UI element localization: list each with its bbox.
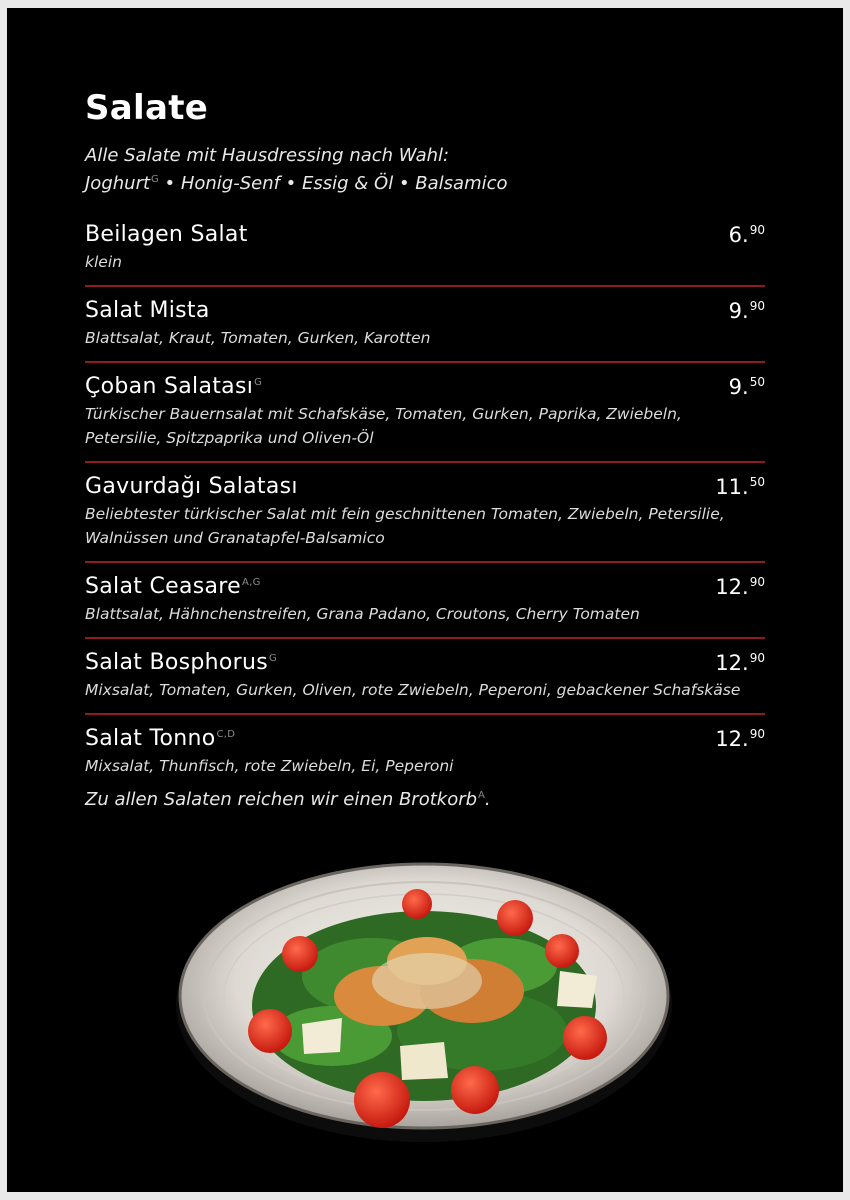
item-name: Salat Tonno$^{C,D}$ bbox=[85, 726, 236, 751]
item-description: Blattsalat, Hähnchenstreifen, Grana Padano, Croutons, Cherry Tomaten bbox=[85, 605, 640, 623]
separator bbox=[85, 361, 765, 363]
item-price: 12.90 bbox=[715, 575, 765, 599]
menu-item bbox=[85, 220, 765, 274]
intro-joghurt: Joghurt bbox=[85, 173, 151, 194]
allergen-mark: G bbox=[269, 652, 278, 664]
allergen-mark: A,G bbox=[241, 576, 261, 588]
bread-basket-note: Zu allen Salaten reichen wir einen Brotkorb$^A$. bbox=[85, 789, 491, 810]
allergen-mark: A bbox=[478, 790, 485, 801]
dressing-intro bbox=[85, 142, 705, 198]
separator bbox=[85, 285, 765, 287]
menu-item bbox=[85, 724, 765, 778]
item-price: 12.90 bbox=[715, 651, 765, 675]
separator bbox=[85, 637, 765, 639]
intro-line-2 bbox=[85, 170, 705, 198]
page-title: Salate bbox=[85, 88, 209, 128]
item-price: 9.90 bbox=[728, 299, 765, 323]
separator bbox=[85, 461, 765, 463]
item-description: Mixsalat, Thunfisch, rote Zwiebeln, Ei, Peperoni bbox=[85, 757, 454, 775]
allergen-mark: C,D bbox=[216, 728, 236, 740]
menu-item bbox=[85, 472, 765, 550]
item-price: 12.90 bbox=[715, 727, 765, 751]
item-name: Çoban Salatası$^G$ bbox=[85, 374, 263, 399]
item-description: Blattsalat, Kraut, Tomaten, Gurken, Karotten bbox=[85, 329, 431, 347]
menu-item bbox=[85, 296, 765, 350]
salad-plate-image bbox=[172, 856, 677, 1146]
menu-page bbox=[7, 8, 843, 1192]
item-name: Beilagen Salat bbox=[85, 222, 248, 247]
menu-item bbox=[85, 648, 765, 702]
allergen-mark: G bbox=[254, 376, 263, 388]
item-description: Türkischer Bauernsalat mit Schafskäse, Tomaten, Gurken, Paprika, Zwiebeln, Petersilie, Spitzpaprika und Oliven-Öl bbox=[85, 405, 682, 447]
item-price: 6.90 bbox=[728, 223, 765, 247]
allergen-mark: G bbox=[151, 174, 159, 185]
item-description: Mixsalat, Tomaten, Gurken, Oliven, rote Zwiebeln, Peperoni, gebackener Schafskäse bbox=[85, 681, 741, 699]
separator bbox=[85, 561, 765, 563]
intro-line-1: Alle Salate mit Hausdressing nach Wahl: bbox=[85, 145, 450, 166]
separator bbox=[85, 713, 765, 715]
item-price: 11.50 bbox=[715, 475, 765, 499]
item-name: Gavurdağı Salatası bbox=[85, 474, 298, 499]
menu-item bbox=[85, 372, 765, 450]
item-price: 9.50 bbox=[728, 375, 765, 399]
item-description: klein bbox=[85, 253, 122, 271]
item-name: Salat Bosphorus$^G$ bbox=[85, 650, 278, 675]
intro-dressings: • Honig-Senf • Essig & Öl • Balsamico bbox=[158, 173, 508, 194]
menu-item bbox=[85, 572, 765, 626]
item-name: Salat Mista bbox=[85, 298, 210, 323]
item-description: Beliebtester türkischer Salat mit fein geschnittenen Tomaten, Zwiebeln, Petersilie, Walnüssen und Granatapfel-Balsamico bbox=[85, 505, 725, 547]
item-name: Salat Ceasare$^{A,G}$ bbox=[85, 574, 261, 599]
salad-list bbox=[85, 220, 765, 814]
